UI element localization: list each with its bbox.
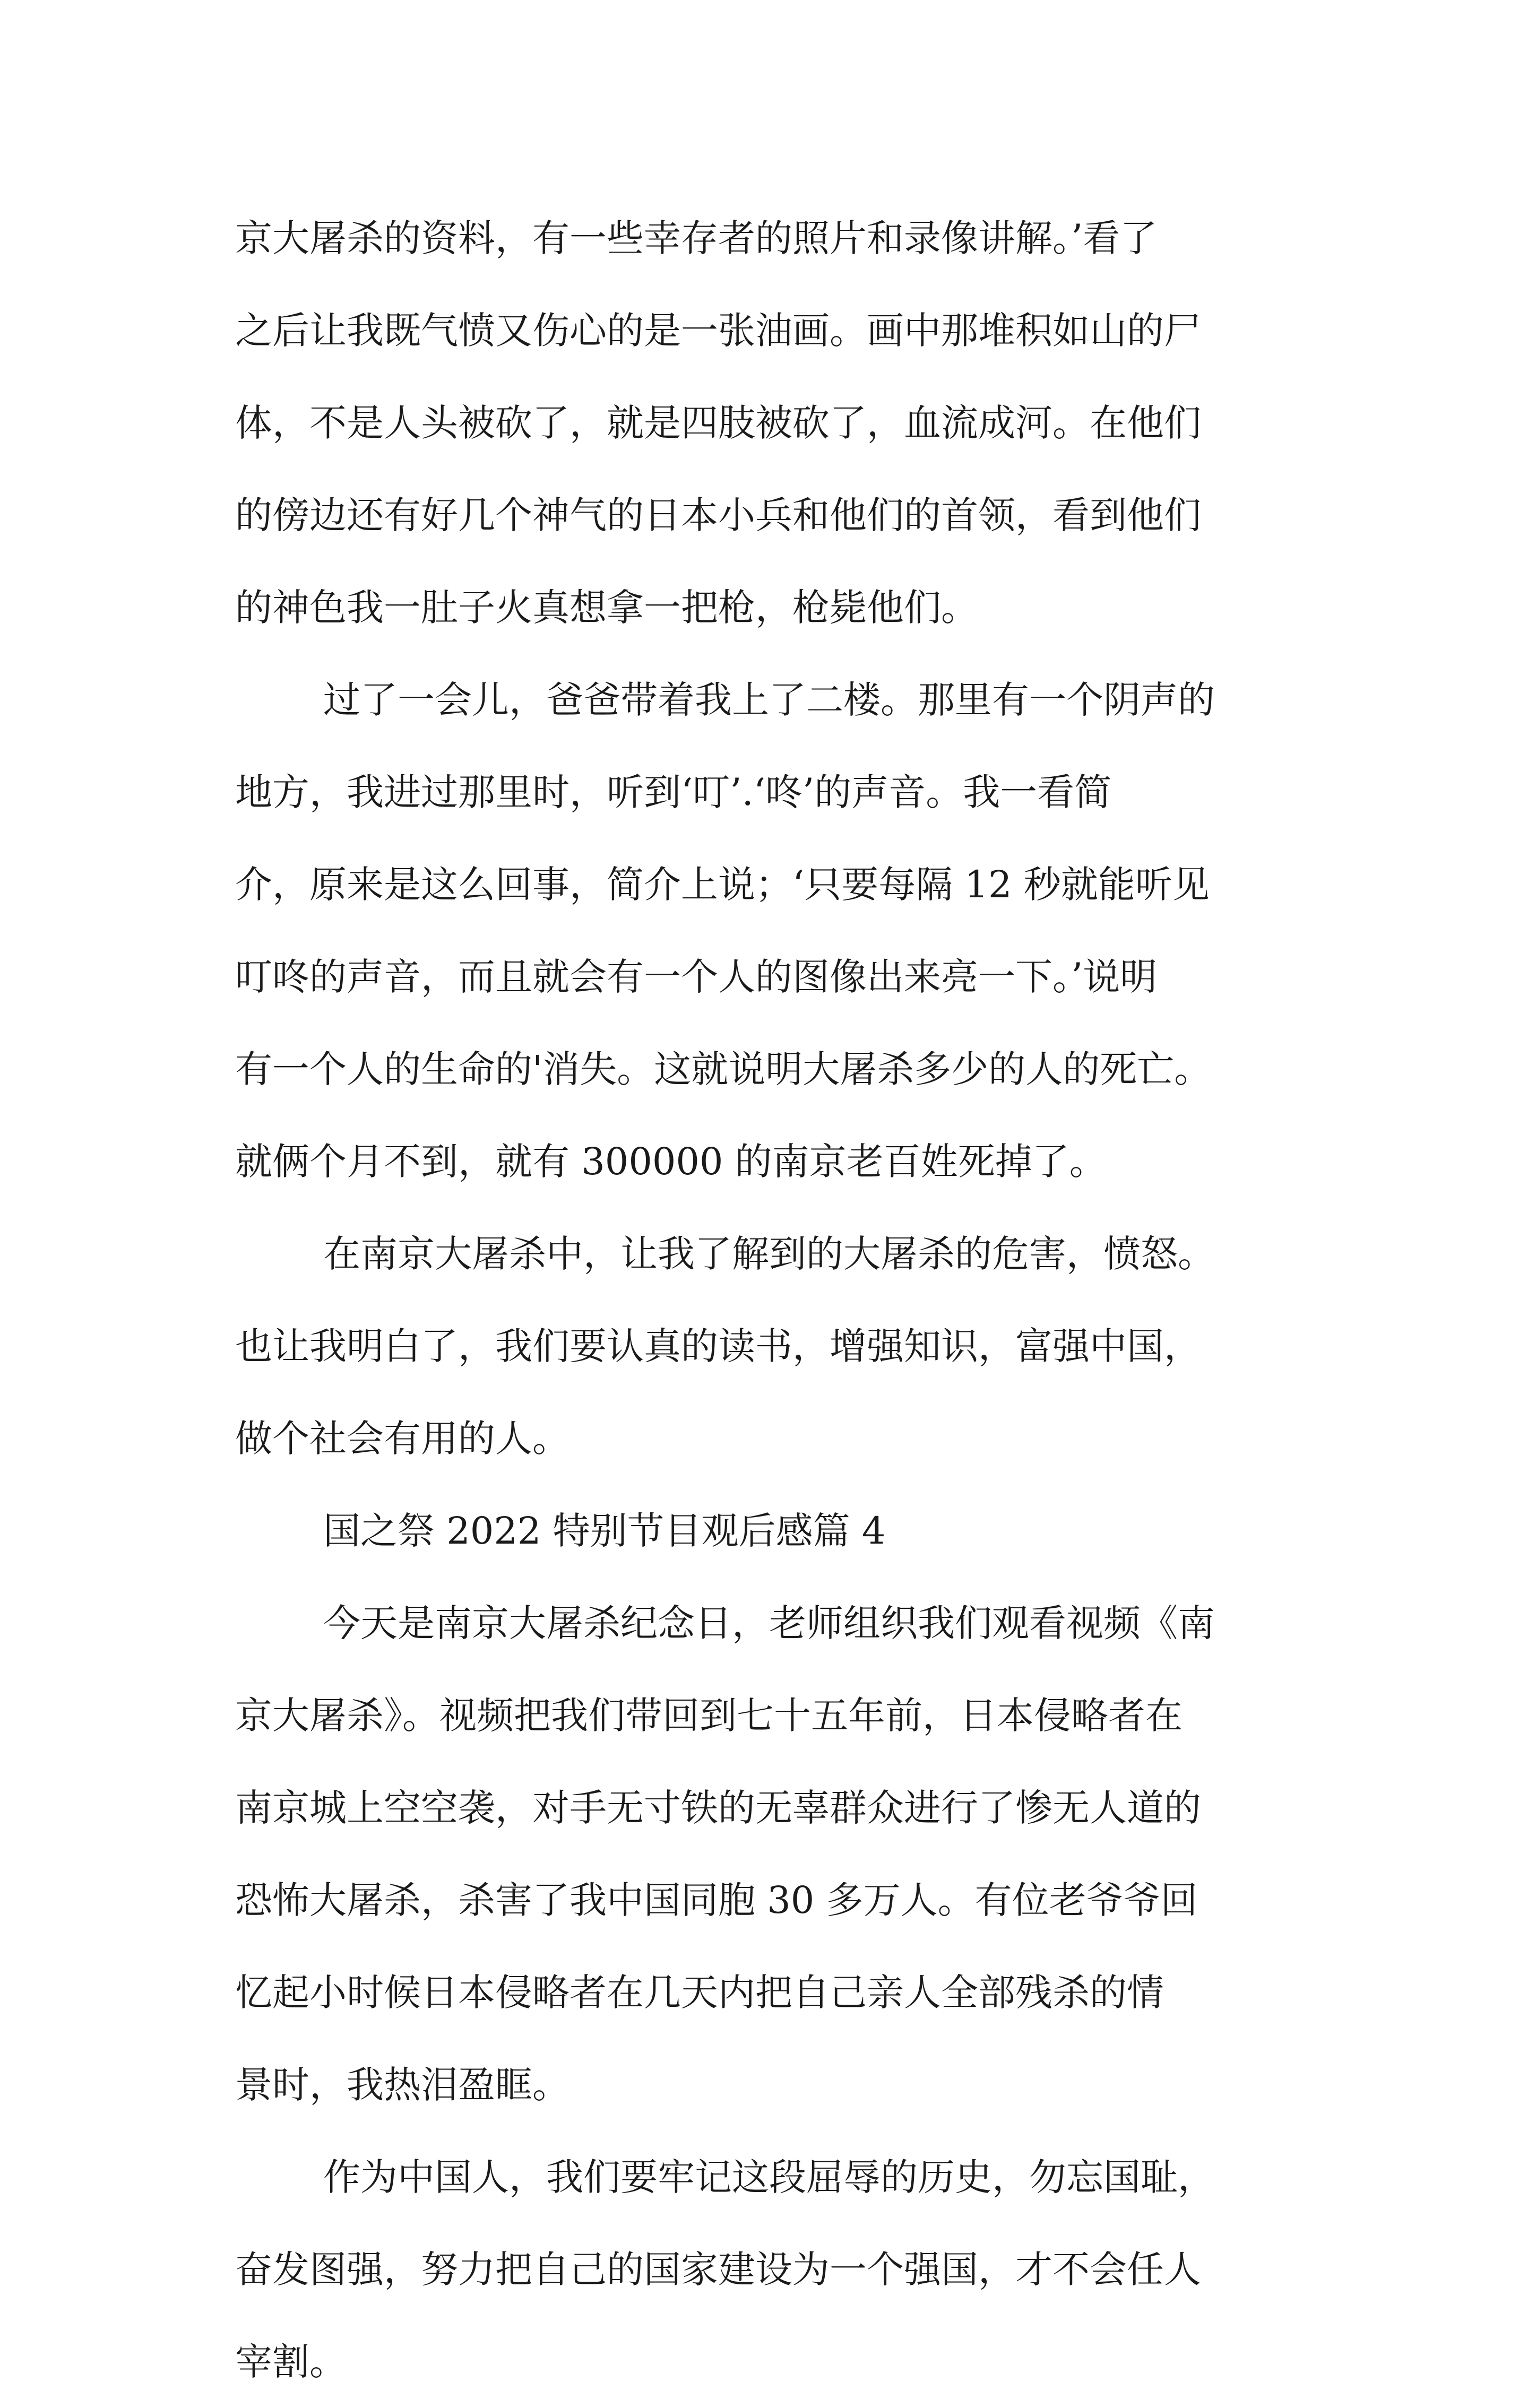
text-line: 有一个人的生命的'消失。这就说明大屠杀多少的人的死亡。 — [235, 1047, 1212, 1091]
text-line: 体，不是人头被砍了，就是四肢被砍了，血流成河。在他们 — [235, 401, 1201, 445]
text-line: 景时，我热泪盈眶。 — [235, 2063, 569, 2107]
text-line: 就俩个月不到，就有 300000 的南京老百姓死掉了。 — [235, 1140, 1107, 1183]
text-line: 介，原来是这么回事，简介上说；‘只要每隔 12 秒就能听见 — [235, 863, 1210, 906]
text-line: 奋发图强，努力把自己的国家建设为一个强国，才不会任人 — [235, 2248, 1201, 2291]
text-line: 的傍边还有好几个神气的日本小兵和他们的首领，看到他们 — [235, 493, 1201, 537]
text-line: 南京城上空空袭，对手无寸铁的无辜群众进行了惨无人道的 — [235, 1786, 1201, 1830]
text-line: 京大屠杀》。视频把我们带回到七十五年前，日本侵略者在 — [235, 1694, 1183, 1737]
text-line: 今天是南京大屠杀纪念日，老师组织我们观看视频《南 — [323, 1601, 1215, 1645]
text-line: 的神色我一肚子火真想拿一把枪，枪毙他们。 — [235, 586, 978, 629]
text-line: 之后让我既气愤又伤心的是一张油画。画中那堆积如山的尸 — [235, 309, 1201, 352]
text-line: 宰割。 — [235, 2340, 347, 2384]
text-line: 京大屠杀的资料，有一些幸存者的照片和录像讲解。’看了 — [235, 216, 1158, 260]
text-line: 作为中国人，我们要牢记这段屈辱的历史，勿忘国耻， — [323, 2155, 1215, 2199]
text-line: 在南京大屠杀中，让我了解到的大屠杀的危害，愤怒。 — [323, 1232, 1215, 1276]
section-heading: 国之祭 2022 特别节目观后感篇 4 — [323, 1509, 886, 1553]
text-line: 叮咚的声音，而且就会有一个人的图像出来亮一下。’说明 — [235, 955, 1158, 999]
text-line: 地方，我进过那里时，听到‘叮’.‘咚’的声音。我一看简 — [235, 770, 1112, 814]
text-line: 忆起小时候日本侵略者在几天内把自己亲人全部残杀的情 — [235, 1971, 1164, 2014]
document-body — [235, 192, 1350, 2408]
text-line: 过了一会儿，爸爸带着我上了二楼。那里有一个阴声的 — [323, 678, 1215, 722]
text-line: 做个社会有用的人。 — [235, 1417, 569, 1460]
text-line: 恐怖大屠杀，杀害了我中国同胞 30 多万人。有位老爷爷回 — [235, 1878, 1198, 1922]
text-line: 也让我明白了，我们要认真的读书，增强知识，富强中国， — [235, 1324, 1201, 1368]
